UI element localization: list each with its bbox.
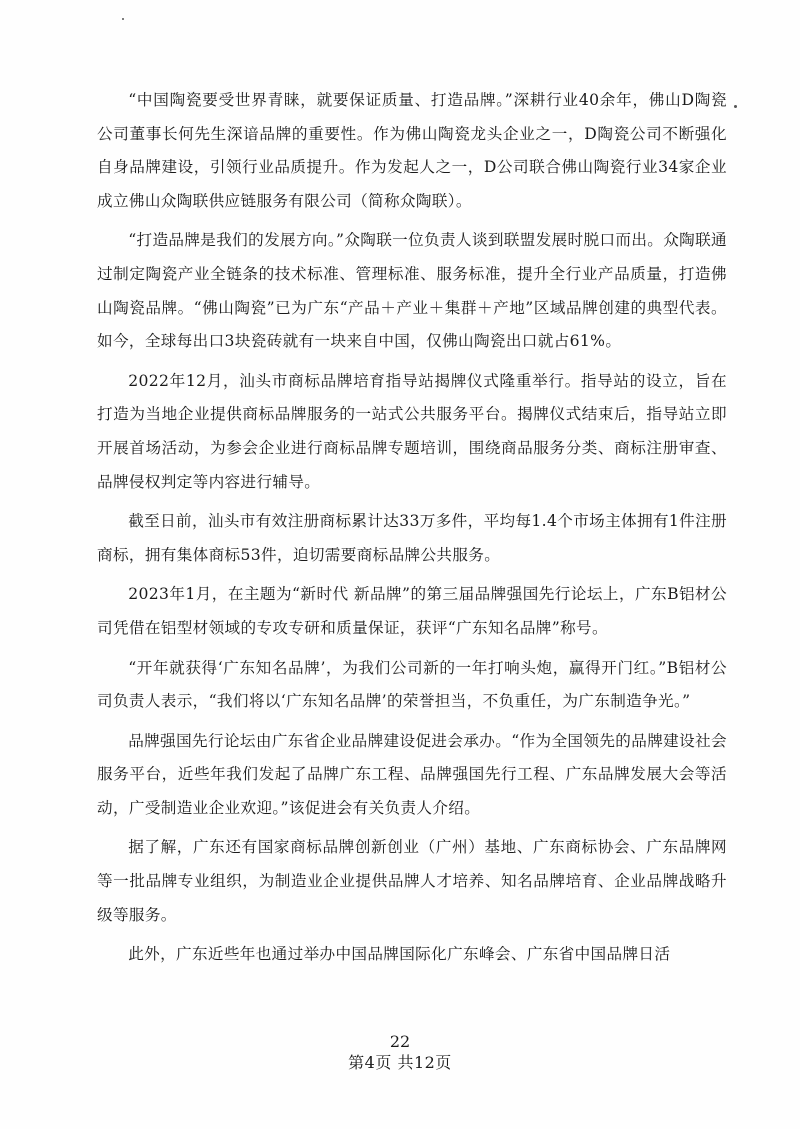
paragraph: 据了解，广东还有国家商标品牌创新创业（广州）基地、广东商标协会、广东品牌网等一批品牌专业组织，为制造业企业提供品牌人才培养、知名品牌培育、企业品牌战略升级等服务。 xyxy=(97,838,727,924)
article-body xyxy=(97,84,727,978)
paragraph: 此外，广东近些年也通过举办中国品牌国际化广东峰会、广东省中国品牌日活 xyxy=(128,945,671,964)
page-number: 22 xyxy=(389,1032,411,1051)
page-count: 第4页 共12页 xyxy=(348,1053,452,1072)
paragraph: 品牌强国先行论坛由广东省企业品牌建设促进会承办。“作为全国领先的品牌建设社会服务平台，近些年我们发起了品牌广东工程、品牌强国先行工程、广东品牌发展大会等活动，广受制造业企业欢迎。”该促进会有关负责人介绍。 xyxy=(97,731,727,817)
scan-speck xyxy=(122,18,124,20)
paragraph: “开年就获得‘广东知名品牌’，为我们公司新的一年打响头炮，赢得开门红。”B铝材公司负责人表示，“我们将以‘广东知名品牌’的荣誉担当，不负重任，为广东制造争光。” xyxy=(97,658,727,711)
paragraph: 2023年1月，在主题为“新时代 新品牌”的第三届品牌强国先行论坛上，广东B铝材公司凭借在铝型材领域的专攻专研和质量保证，获评“广东知名品牌”称号。 xyxy=(97,585,727,637)
paragraph: 2022年12月，汕头市商标品牌培育指导站揭牌仪式隆重举行。指导站的设立，旨在打造为当地企业提供商标品牌服务的一站式公共服务平台。揭牌仪式结束后，指导站立即开展首场活动，为参会企业进行商标品牌专题培训，围绕商品服务分类、商标注册审查、品牌侵权判定等内容进行辅导。 xyxy=(97,371,727,491)
paragraph: “中国陶瓷要受世界青睐，就要保证质量、打造品牌。”深耕行业40余年，佛山D陶瓷公司董事长何先生深谙品牌的重要性。作为佛山陶瓷龙头企业之一，D陶瓷公司不断强化自身品牌建设，引领行业品质提升。作为发起人之一，D公司联合佛山陶瓷行业34家企业成立佛山众陶联供应链服务有限公司（简称众陶联）。 xyxy=(97,91,727,210)
scan-speck xyxy=(734,105,737,108)
paragraph: 截至日前，汕头市有效注册商标累计达33万多件，平均每1.4个市场主体拥有1件注册商标，拥有集体商标53件，迫切需要商标品牌公共服务。 xyxy=(97,512,727,564)
paragraph: “打造品牌是我们的发展方向。”众陶联一位负责人谈到联盟发展时脱口而出。众陶联通过制定陶瓷产业全链条的技术标准、管理标准、服务标准，提升全行业产品质量，打造佛山陶瓷品牌。“佛山陶瓷”已为广东“产品＋产业＋集群＋产地”区域品牌创建的典型代表。如今，全球每出口3块瓷砖就有一块来自中国，仅佛山陶瓷出口就占61%。 xyxy=(97,231,727,351)
